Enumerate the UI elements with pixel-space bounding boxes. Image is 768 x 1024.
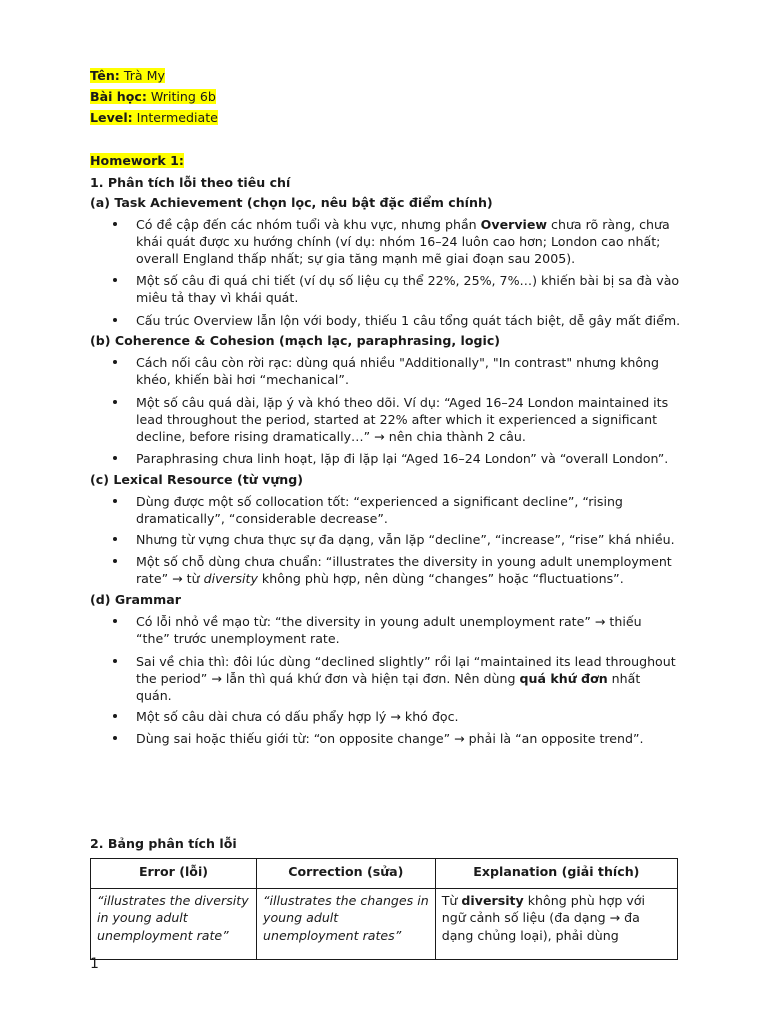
list-item: Một số chỗ dùng chưa chuẩn: “illustrates the diversity in young adult unemployment rate” → từ diversity không phù hợp, nên dùng “changes” hoặc “fluctuations”. <box>136 554 672 587</box>
table-header-correction: Correction (sửa) <box>257 859 436 889</box>
list-item: Dùng sai hoặc thiếu giới từ: “on opposite change” → phải là “an opposite trend”. <box>136 731 644 746</box>
list-item: Có lỗi nhỏ về mạo từ: “the diversity in young adult unemployment rate” → thiếu “the” trước unemployment rate. <box>136 614 642 647</box>
list-item: Một số câu dài chưa có dấu phẩy hợp lý → khó đọc. <box>136 709 459 724</box>
subsection-a-title: (a) Task Achievement (chọn lọc, nêu bật đặc điểm chính) <box>90 195 493 210</box>
level-line: Level: Intermediate <box>90 110 218 125</box>
lesson-line: Bài học: Writing 6b <box>90 89 216 104</box>
list-item: Paraphrasing chưa linh hoạt, lặp đi lặp lại “Aged 16–24 London” và “overall London”. <box>136 451 669 466</box>
list-item: Cách nối câu còn rời rạc: dùng quá nhiều "Additionally", "In contrast" nhưng không khéo, khiến bài hơi “mechanical”. <box>136 355 660 388</box>
table-header-row <box>91 859 678 889</box>
list-item: Nhưng từ vựng chưa thực sự đa dạng, vẫn lặp “decline”, “increase”, “rise” khá nhiều. <box>136 532 675 547</box>
table-row <box>91 889 678 960</box>
subsection-c-title: (c) Lexical Resource (từ vựng) <box>90 472 304 487</box>
subsection-b-title: (b) Coherence & Cohesion (mạch lạc, paraphrasing, logic) <box>90 333 501 348</box>
student-name-line: Tên: Trà My <box>90 68 165 83</box>
list-item: Dùng được một số collocation tốt: “experienced a significant decline”, “rising dramatically”, “considerable decrease”. <box>136 494 623 527</box>
error-analysis-table <box>90 858 678 960</box>
section1-title: 1. Phân tích lỗi theo tiêu chí <box>90 175 291 190</box>
table-cell-error: “illustrates the diversity in young adult unemployment rate” <box>91 889 257 960</box>
homework-title: Homework 1: <box>90 153 184 168</box>
list-item: Một số câu đi quá chi tiết (ví dụ số liệu cụ thể 22%, 25%, 7%…) khiến bài bị sa đà vào miêu tả thay vì khái quát. <box>136 273 680 306</box>
list-item: Có đề cập đến các nhóm tuổi và khu vực, nhưng phần Overview chưa rõ ràng, chưa khái quát được xu hướng chính (ví dụ: nhóm 16–24 luôn cao hơn; London cao nhất; overall England thấp nhất; sự gia tăng mạnh mẽ giai đoạn sau 2005). <box>136 217 670 267</box>
table-cell-correction: “illustrates the changes in young adult unemployment rates” <box>257 889 436 960</box>
list-item: Một số câu quá dài, lặp ý và khó theo dõi. Ví dụ: “Aged 16–24 London maintained its lead throughout the period, started at 22% after which it experienced a significant decline, before rising dramatically…” → nên chia thành 2 câu. <box>136 395 669 445</box>
section2-title: 2. Bảng phân tích lỗi <box>90 836 237 851</box>
page-number: 1 <box>90 956 99 972</box>
table-cell-explanation: Từ diversity không phù hợp với ngữ cảnh số liệu (đa dạng → đa dạng chủng loại), phải dùng <box>435 889 677 960</box>
subsection-d-title: (d) Grammar <box>90 592 181 607</box>
table-header-explanation: Explanation (giải thích) <box>435 859 677 889</box>
list-item: Cấu trúc Overview lẫn lộn với body, thiếu 1 câu tổng quát tách biệt, dễ gây mất điểm. <box>136 313 681 328</box>
list-item: Sai về chia thì: đôi lúc dùng “declined slightly” rồi lại “maintained its lead throughout the period” → lẫn thì quá khứ đơn và hiện tại đơn. Nên dùng quá khứ đơn nhất quán. <box>136 654 676 704</box>
table-header-error: Error (lỗi) <box>91 859 257 889</box>
